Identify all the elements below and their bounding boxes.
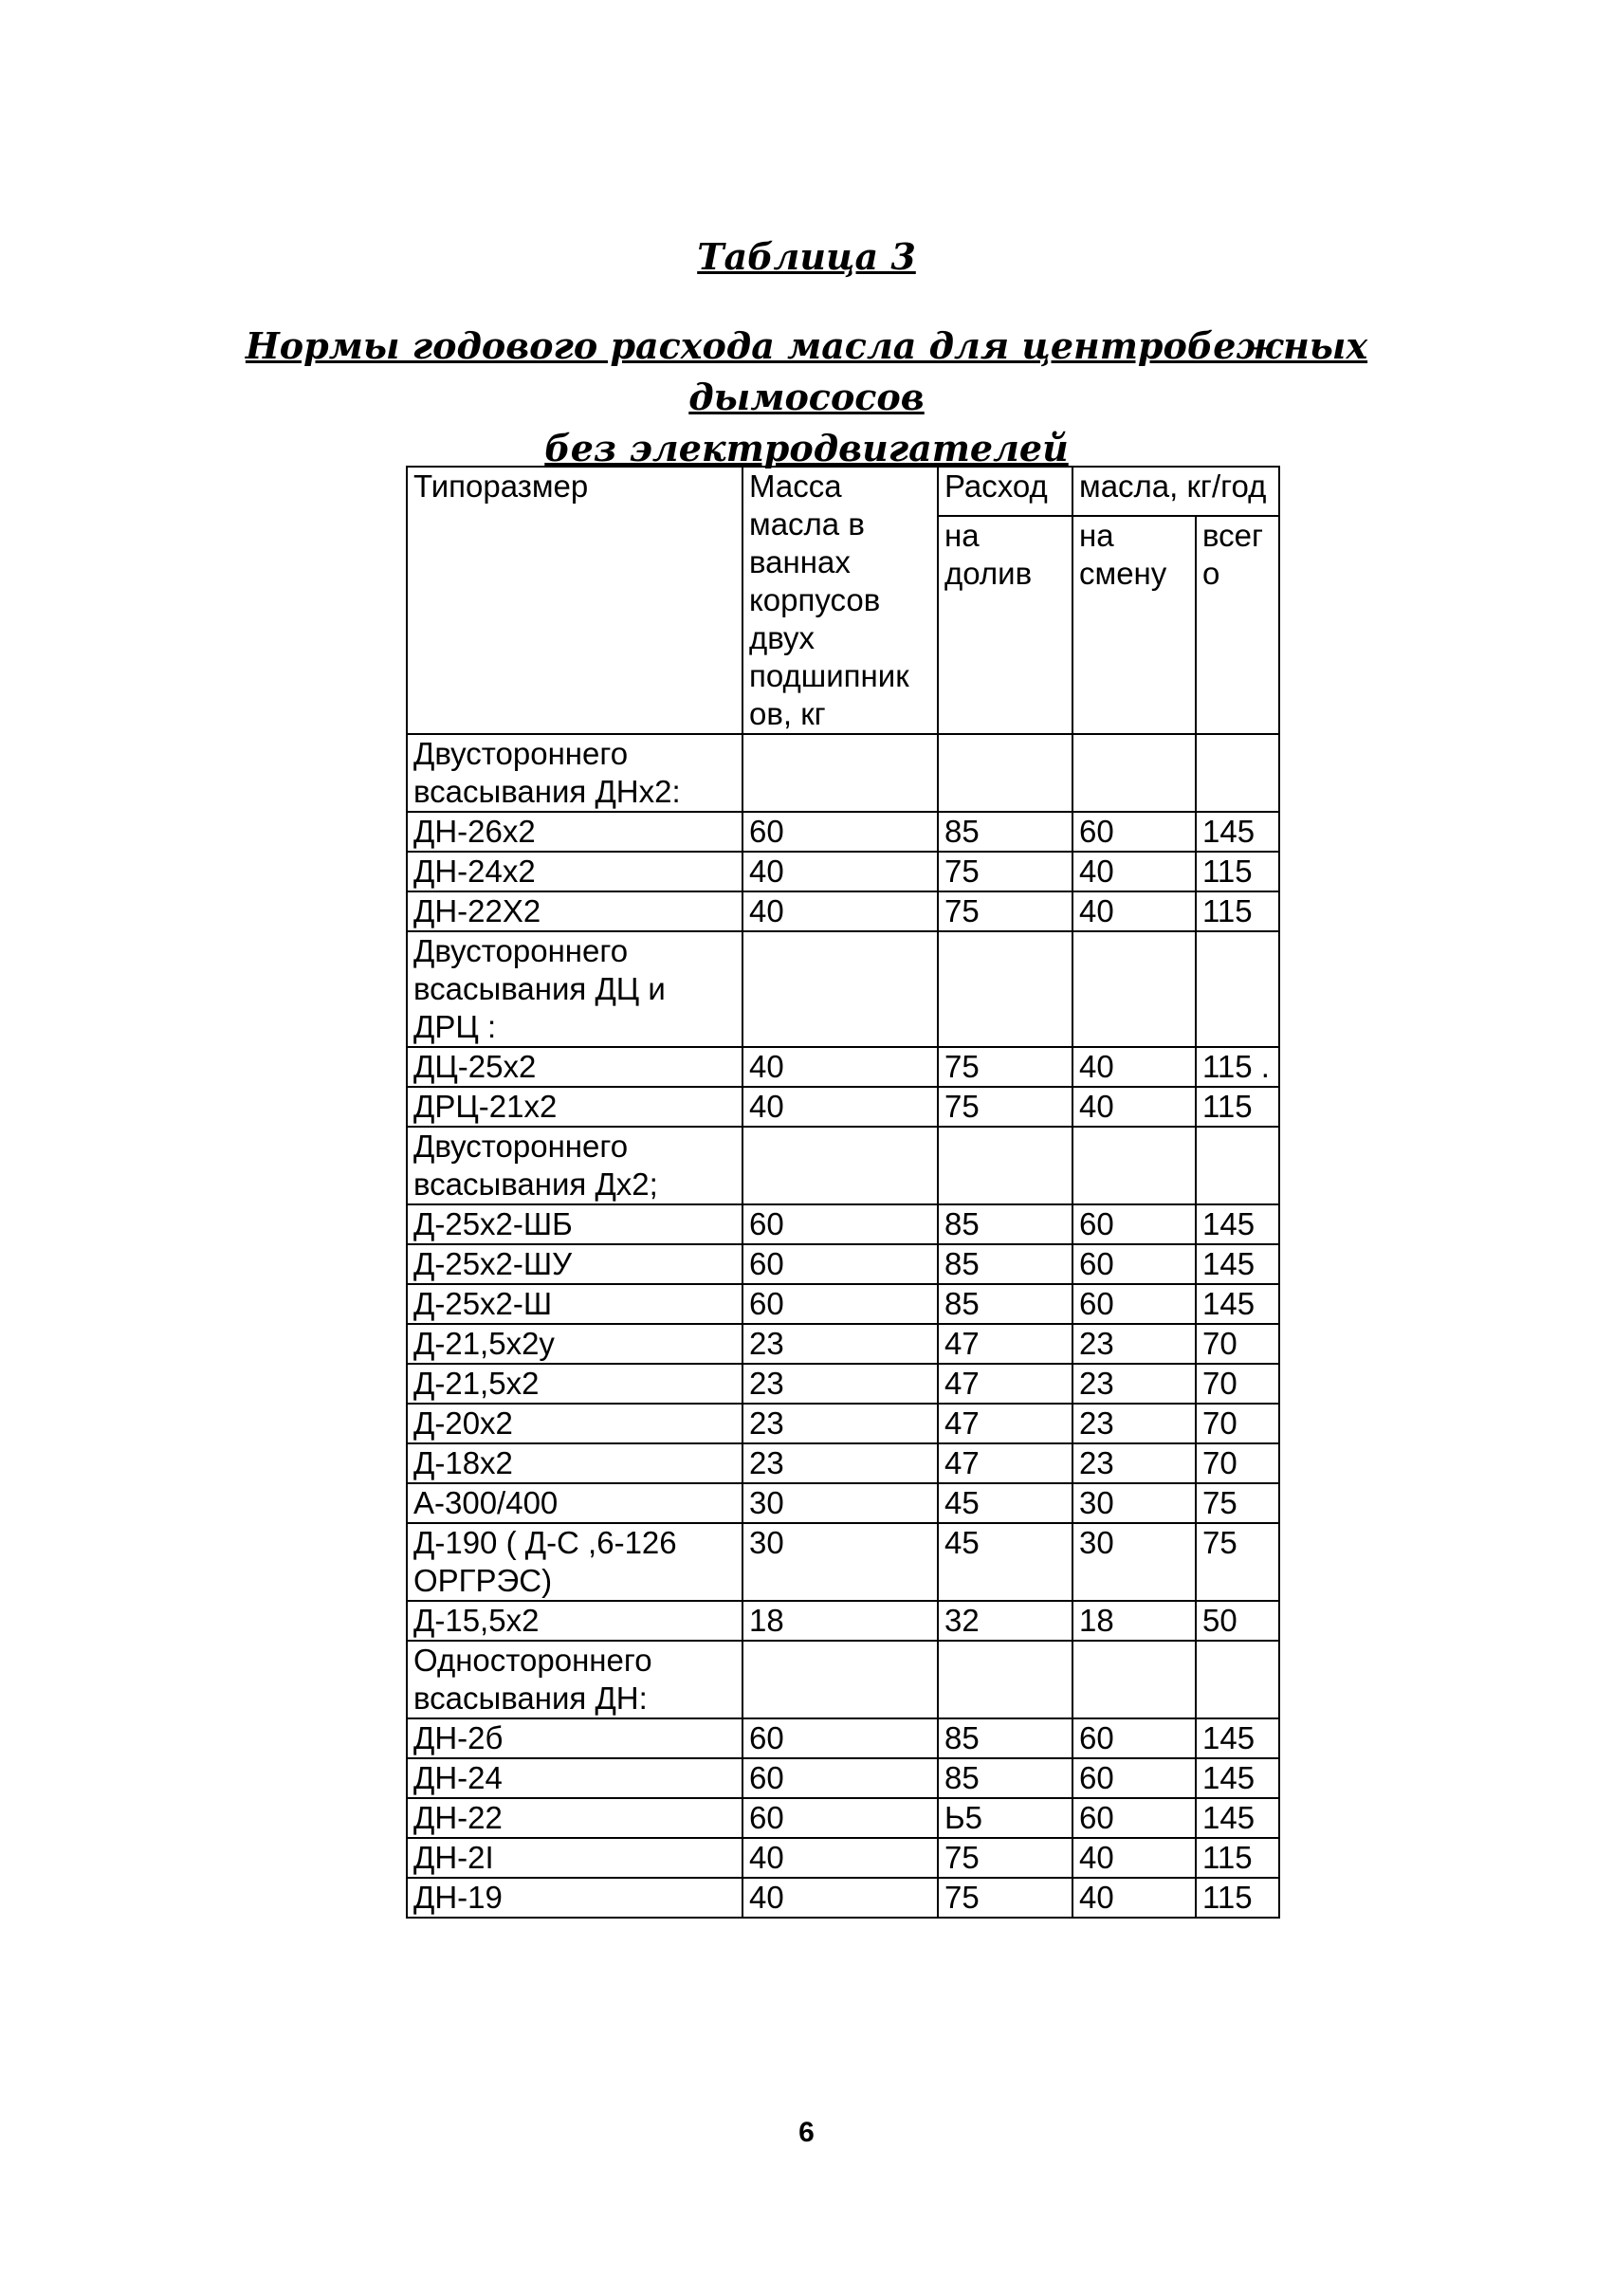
group-row [407, 1641, 1279, 1718]
table-row [407, 1798, 1279, 1838]
topup-cell: 47 [938, 1364, 1072, 1404]
change-cell: 23 [1072, 1364, 1196, 1404]
page-number: 6 [798, 2117, 815, 2148]
table-body [407, 734, 1279, 1918]
change-cell: 40 [1072, 1838, 1196, 1878]
mass-cell: 60 [742, 1204, 938, 1244]
topup-cell: 47 [938, 1404, 1072, 1443]
total-cell: 145 [1196, 812, 1279, 852]
size-name-cell: ДН-24х2 [407, 852, 742, 891]
size-name-cell: Д-15,5х2 [407, 1601, 742, 1641]
topup-cell: 47 [938, 1443, 1072, 1483]
change-cell: 40 [1072, 1087, 1196, 1127]
empty-cell [938, 1127, 1072, 1204]
header-change: на смену [1072, 516, 1196, 734]
header-topup: на долив [938, 516, 1072, 734]
total-cell: 70 [1196, 1404, 1279, 1443]
mass-cell: 30 [742, 1523, 938, 1601]
group-row [407, 1127, 1279, 1204]
change-cell: 60 [1072, 1798, 1196, 1838]
total-cell: 70 [1196, 1364, 1279, 1404]
total-cell: 145 [1196, 1758, 1279, 1798]
table-row [407, 1601, 1279, 1641]
size-name-cell: ДРЦ-21х2 [407, 1087, 742, 1127]
oil-consumption-table [406, 466, 1280, 1919]
size-name-cell: ДН-24 [407, 1758, 742, 1798]
table-row [407, 891, 1279, 931]
topup-cell: 32 [938, 1601, 1072, 1641]
title-line: Нормы годового расхода масла для центробежных [245, 324, 1368, 367]
empty-cell [742, 931, 938, 1047]
size-name-cell: ДН-26х2 [407, 812, 742, 852]
size-name-cell: Д-20х2 [407, 1404, 742, 1443]
mass-cell: 60 [742, 1718, 938, 1758]
mass-cell: 30 [742, 1483, 938, 1523]
change-cell: 40 [1072, 1878, 1196, 1918]
mass-cell: 60 [742, 812, 938, 852]
total-cell: 115 [1196, 1878, 1279, 1918]
mass-cell: 40 [742, 1878, 938, 1918]
mass-cell: 40 [742, 1087, 938, 1127]
topup-cell: Ь5 [938, 1798, 1072, 1838]
mass-cell: 60 [742, 1244, 938, 1284]
change-cell: 30 [1072, 1523, 1196, 1601]
topup-cell: 75 [938, 1838, 1072, 1878]
table-row [407, 1244, 1279, 1284]
size-name-cell: Д-18х2 [407, 1443, 742, 1483]
total-cell: 70 [1196, 1443, 1279, 1483]
mass-cell: 60 [742, 1284, 938, 1324]
mass-cell: 40 [742, 852, 938, 891]
header-consumption: Расход [938, 467, 1072, 516]
size-name-cell: ДН-22Х2 [407, 891, 742, 931]
table-row [407, 1324, 1279, 1364]
document-title [0, 321, 1613, 474]
table-row [407, 1758, 1279, 1798]
size-name-cell: Д-190 ( Д-С ,6-126 ОРГРЭС) [407, 1523, 742, 1601]
size-name-cell: Д-21,5х2 [407, 1364, 742, 1404]
group-label: Двустороннего всасывания Дх2; [407, 1127, 742, 1204]
group-row [407, 931, 1279, 1047]
topup-cell: 75 [938, 1878, 1072, 1918]
empty-cell [938, 734, 1072, 812]
table-row [407, 852, 1279, 891]
table-row [407, 1284, 1279, 1324]
table-label: Таблица 3 [697, 235, 916, 278]
empty-cell [1196, 1641, 1279, 1718]
header-consumption-unit: масла, кг/год [1072, 467, 1279, 516]
change-cell: 60 [1072, 1244, 1196, 1284]
empty-cell [938, 931, 1072, 1047]
total-cell: 115 . [1196, 1047, 1279, 1087]
table-row [407, 1364, 1279, 1404]
title-line: без электродвигателей [544, 427, 1069, 469]
total-cell: 115 [1196, 852, 1279, 891]
header-row [407, 467, 1279, 516]
total-cell: 145 [1196, 1718, 1279, 1758]
total-cell: 75 [1196, 1483, 1279, 1523]
mass-cell: 18 [742, 1601, 938, 1641]
size-name-cell: ДН-2б [407, 1718, 742, 1758]
size-name-cell: Д-21,5х2у [407, 1324, 742, 1364]
change-cell: 23 [1072, 1324, 1196, 1364]
change-cell: 60 [1072, 1284, 1196, 1324]
empty-cell [1072, 1641, 1196, 1718]
mass-cell: 23 [742, 1443, 938, 1483]
size-name-cell: ДН-22 [407, 1798, 742, 1838]
size-name-cell: А-300/400 [407, 1483, 742, 1523]
topup-cell: 45 [938, 1483, 1072, 1523]
title-line: дымососов [688, 376, 925, 418]
mass-cell: 40 [742, 1838, 938, 1878]
size-name-cell: ДН-19 [407, 1878, 742, 1918]
table-row [407, 1718, 1279, 1758]
change-cell: 60 [1072, 1204, 1196, 1244]
total-cell: 50 [1196, 1601, 1279, 1641]
table-row [407, 1838, 1279, 1878]
table-row [407, 812, 1279, 852]
topup-cell: 85 [938, 1244, 1072, 1284]
topup-cell: 45 [938, 1523, 1072, 1601]
change-cell: 18 [1072, 1601, 1196, 1641]
change-cell: 60 [1072, 1758, 1196, 1798]
total-cell: 115 [1196, 1087, 1279, 1127]
total-cell: 145 [1196, 1284, 1279, 1324]
table-row [407, 1483, 1279, 1523]
empty-cell [1196, 734, 1279, 812]
table-row [407, 1087, 1279, 1127]
table-row [407, 1523, 1279, 1601]
size-name-cell: Д-25х2-ШБ [407, 1204, 742, 1244]
empty-cell [938, 1641, 1072, 1718]
topup-cell: 75 [938, 1047, 1072, 1087]
change-cell: 60 [1072, 812, 1196, 852]
topup-cell: 75 [938, 852, 1072, 891]
topup-cell: 85 [938, 1758, 1072, 1798]
change-cell: 23 [1072, 1443, 1196, 1483]
group-label: Двустороннего всасывания ДЦ и ДРЦ : [407, 931, 742, 1047]
mass-cell: 40 [742, 1047, 938, 1087]
topup-cell: 85 [938, 1284, 1072, 1324]
total-cell: 145 [1196, 1798, 1279, 1838]
size-name-cell: Д-25х2-Ш [407, 1284, 742, 1324]
total-cell: 115 [1196, 1838, 1279, 1878]
change-cell: 30 [1072, 1483, 1196, 1523]
empty-cell [742, 1127, 938, 1204]
topup-cell: 75 [938, 1087, 1072, 1127]
topup-cell: 47 [938, 1324, 1072, 1364]
total-cell: 145 [1196, 1244, 1279, 1284]
total-cell: 145 [1196, 1204, 1279, 1244]
empty-cell [742, 734, 938, 812]
empty-cell [1196, 1127, 1279, 1204]
topup-cell: 85 [938, 1204, 1072, 1244]
group-label: Двустороннего всасывания ДНх2: [407, 734, 742, 812]
table-row [407, 1204, 1279, 1244]
header-mass: Масса масла в ваннах корпусов двух подшипник ов, кг [742, 467, 938, 734]
empty-cell [1072, 931, 1196, 1047]
empty-cell [1072, 734, 1196, 812]
empty-cell [1196, 931, 1279, 1047]
table-row [407, 1404, 1279, 1443]
total-cell: 115 [1196, 891, 1279, 931]
size-name-cell: Д-25х2-ШУ [407, 1244, 742, 1284]
header-total: всег о [1196, 516, 1279, 734]
header-type: Типоразмер [407, 467, 742, 734]
mass-cell: 23 [742, 1404, 938, 1443]
mass-cell: 23 [742, 1364, 938, 1404]
change-cell: 23 [1072, 1404, 1196, 1443]
table-row [407, 1878, 1279, 1918]
mass-cell: 23 [742, 1324, 938, 1364]
change-cell: 40 [1072, 852, 1196, 891]
table-row [407, 1047, 1279, 1087]
topup-cell: 85 [938, 812, 1072, 852]
topup-cell: 85 [938, 1718, 1072, 1758]
group-label: Одностороннего всасывания ДН: [407, 1641, 742, 1718]
total-cell: 70 [1196, 1324, 1279, 1364]
change-cell: 40 [1072, 891, 1196, 931]
group-row [407, 734, 1279, 812]
empty-cell [1072, 1127, 1196, 1204]
mass-cell: 60 [742, 1758, 938, 1798]
change-cell: 40 [1072, 1047, 1196, 1087]
table-row [407, 1443, 1279, 1483]
size-name-cell: ДН-2I [407, 1838, 742, 1878]
mass-cell: 60 [742, 1798, 938, 1838]
size-name-cell: ДЦ-25х2 [407, 1047, 742, 1087]
empty-cell [742, 1641, 938, 1718]
mass-cell: 40 [742, 891, 938, 931]
change-cell: 60 [1072, 1718, 1196, 1758]
topup-cell: 75 [938, 891, 1072, 931]
total-cell: 75 [1196, 1523, 1279, 1601]
